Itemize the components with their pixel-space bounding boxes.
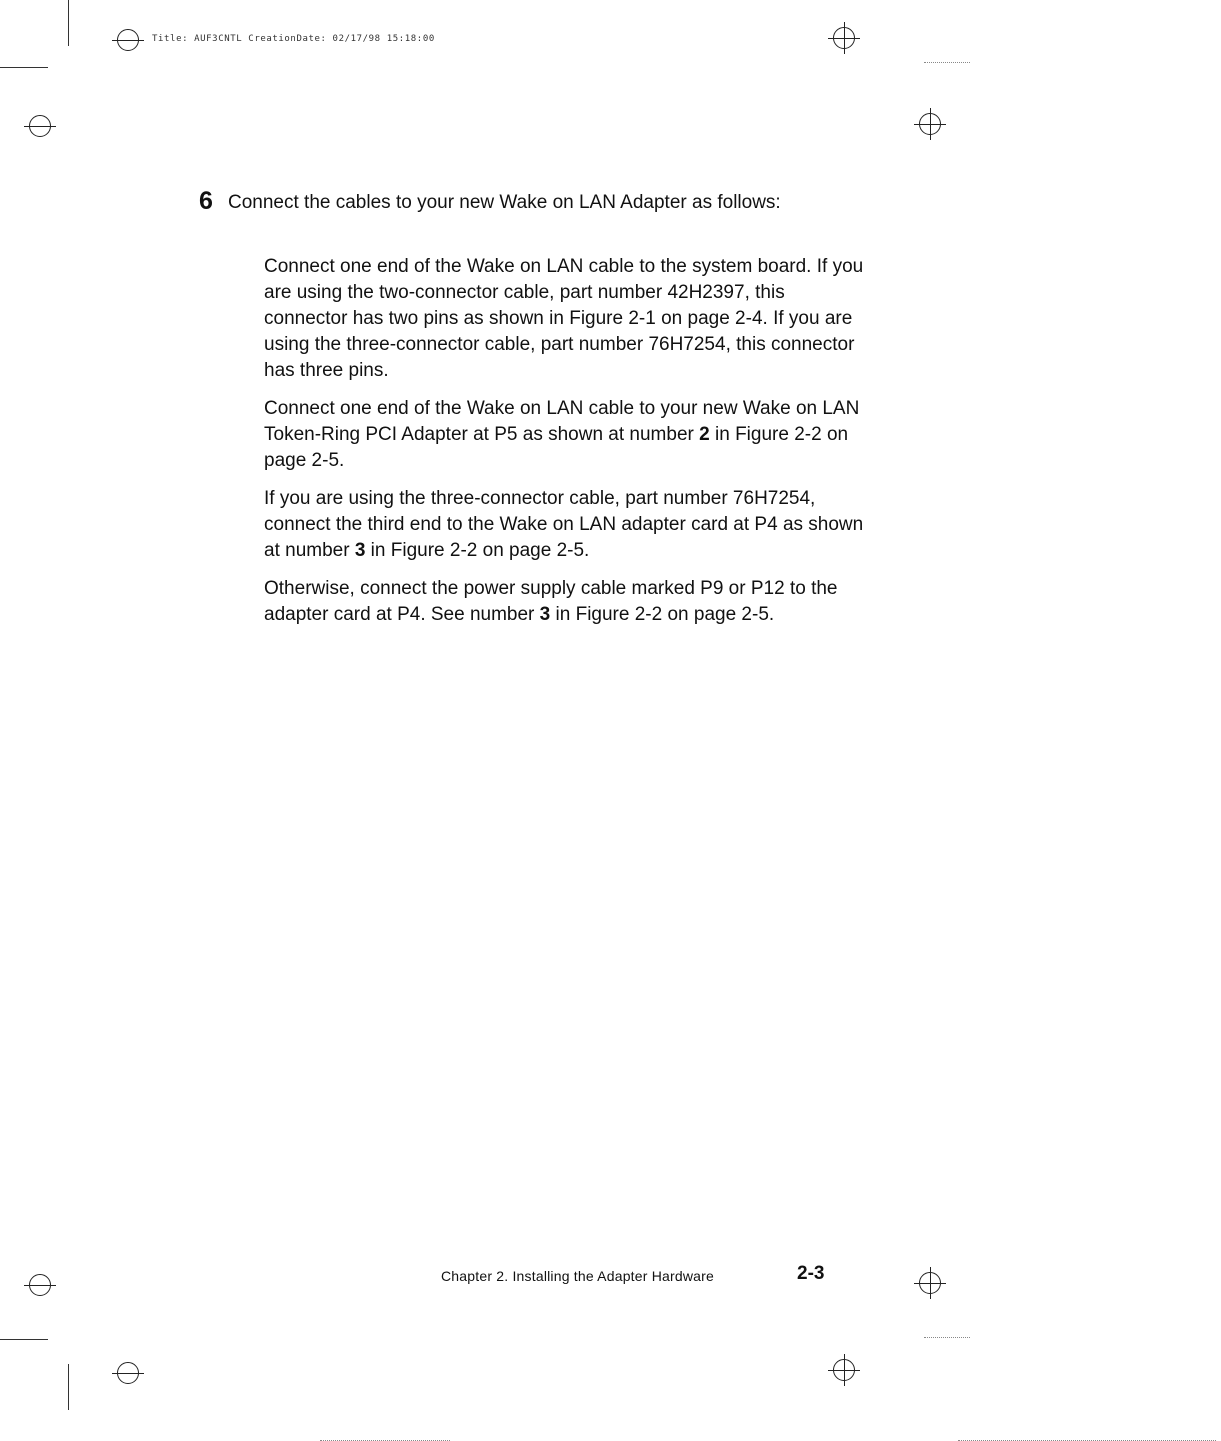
- crop-line-top-right: [924, 62, 970, 63]
- item-bold-number: 2: [699, 424, 710, 445]
- step-items: [264, 254, 864, 640]
- crop-line-top-left-horizontal: [0, 67, 48, 68]
- list-item: [264, 254, 864, 384]
- document-header-title: Title: AUF3CNTL CreationDate: 02/17/98 15:18:00: [152, 34, 435, 44]
- item-bold-number: 3: [539, 604, 551, 625]
- page-footer: [441, 1263, 841, 1286]
- crop-line-bottom-right: [924, 1337, 970, 1338]
- step-number: 6: [199, 187, 213, 215]
- footer-chapter: Chapter 2. Installing the Adapter Hardware: [441, 1268, 714, 1284]
- item-text: Connect one end of the Wake on LAN cable to the system board. If you are using the two-connector cable, part number 42H2397, this connector has two pins as shown in Figure 2-1 on page 2-4. If you are using the three-connector cable, part number 76H7254, this connector has three pins.: [264, 256, 864, 381]
- item-text: If you are using the three-connector cable, part number 76H7254, connect the third end to the Wake on LAN adapter card at P4 as shown at number: [264, 488, 864, 561]
- footer-page-number: 2-3: [797, 1263, 825, 1284]
- item-text: Otherwise, connect the power supply cable marked P9 or P12 to the adapter card at P4. See number: [264, 578, 838, 625]
- item-text: in Figure 2-2 on page 2-5.: [365, 540, 590, 561]
- list-item: [264, 576, 864, 628]
- crop-line-top-left: [68, 0, 69, 46]
- crop-line-bottom-left: [68, 1364, 69, 1410]
- item-text: in Figure 2-2 on page 2-5.: [550, 604, 775, 625]
- item-text: Connect one end of the Wake on LAN cable to your new Wake on LAN Token-Ring PCI Adapter at P5 as shown at number: [264, 398, 860, 445]
- step-intro: Connect the cables to your new Wake on LAN Adapter as follows:: [228, 192, 781, 213]
- list-item: [264, 396, 864, 474]
- list-item: [264, 486, 864, 564]
- item-text: in Figure 2-2 on page 2-5.: [264, 424, 849, 471]
- item-bold-number: 3: [354, 540, 366, 561]
- crop-line-bottom-left-horizontal: [0, 1339, 48, 1340]
